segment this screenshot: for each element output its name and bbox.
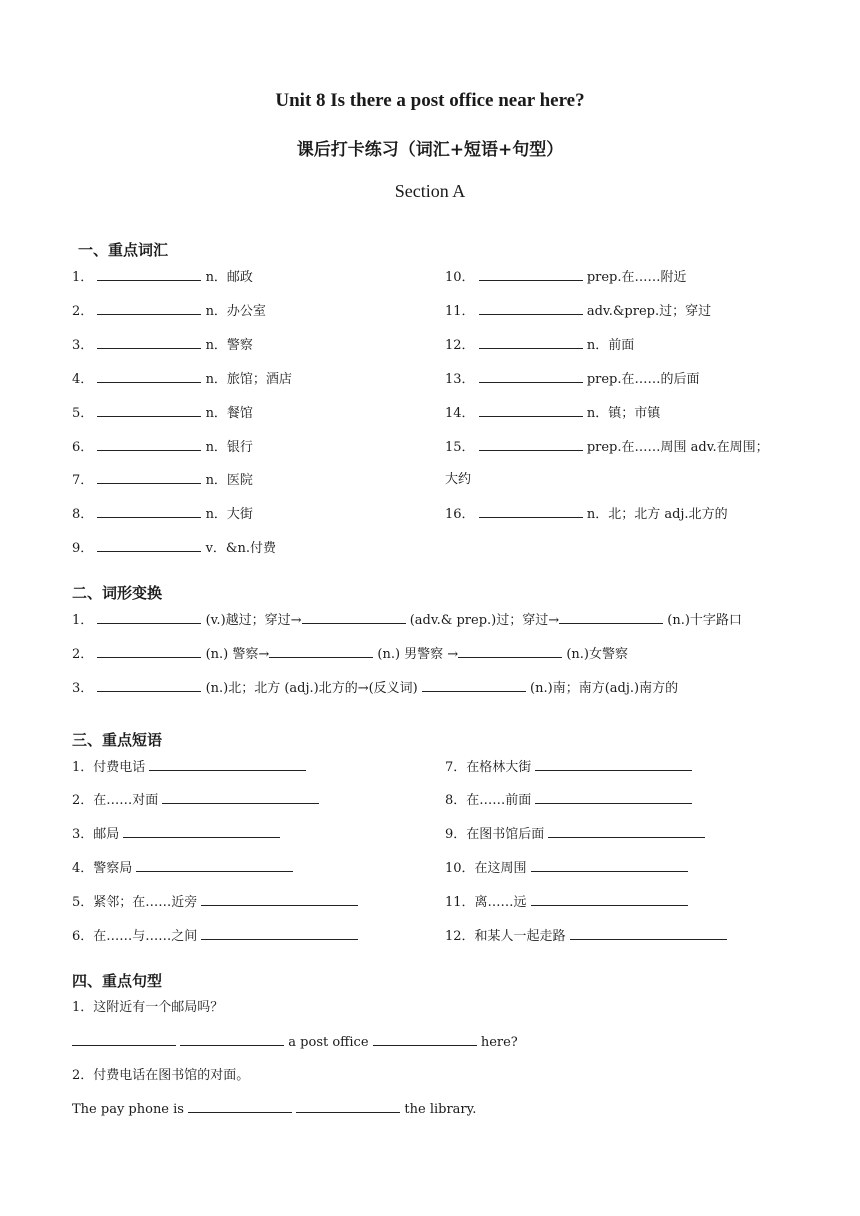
phrase-item: 2．在……对面 <box>72 790 319 811</box>
section-label: Section A <box>394 181 466 201</box>
answer-blank[interactable] <box>479 335 583 349</box>
word-form-row: 3． (n.)北；北方 (adj.)北方的→(反义词) (n.)南；南方(adj.)南方的 <box>72 678 678 699</box>
answer-blank[interactable] <box>479 437 583 451</box>
answer-blank[interactable] <box>123 824 280 838</box>
phrase-item: 9．在图书馆后面 <box>445 824 705 845</box>
answer-blank[interactable] <box>531 858 688 872</box>
vocab-item: 1． n．邮政 <box>72 267 253 288</box>
sentence-prompt: 2．付费电话在图书馆的对面。 <box>72 1068 250 1083</box>
vocab-item: 16． n．北；北方 adj.北方的 <box>445 504 728 525</box>
answer-blank[interactable] <box>97 301 201 315</box>
answer-blank[interactable] <box>201 926 358 940</box>
vocab-item: 10． prep.在……附近 <box>445 267 687 288</box>
answer-blank[interactable] <box>296 1099 400 1113</box>
answer-blank[interactable] <box>97 610 201 624</box>
answer-blank[interactable] <box>97 369 201 383</box>
word-form-row: 1． (v.)越过；穿过→ (adv.& prep.)过；穿过→ (n.)十字路口 <box>72 610 742 631</box>
vocab-item: 6． n．银行 <box>72 437 253 458</box>
vocab-item: 15． prep.在……周围 adv.在周围； <box>445 437 769 458</box>
vocab-item: 7． n．医院 <box>72 470 253 491</box>
answer-blank[interactable] <box>97 437 201 451</box>
sentence-answer: a post office here? <box>72 1032 518 1053</box>
phrase-item: 1．付费电话 <box>72 757 306 778</box>
sentence-prompt: 1．这附近有一个邮局吗？ <box>72 1000 224 1015</box>
answer-blank[interactable] <box>97 335 201 349</box>
answer-blank[interactable] <box>535 757 692 771</box>
vocab-item: 4． n．旅馆；酒店 <box>72 369 292 390</box>
phrase-item: 8．在……前面 <box>445 790 692 811</box>
part4-heading: 四、重点句型 <box>72 972 163 990</box>
page-subtitle: 课后打卡练习（词汇+短语+句型） <box>296 140 564 160</box>
answer-blank[interactable] <box>479 504 583 518</box>
answer-blank[interactable] <box>373 1032 477 1046</box>
answer-blank[interactable] <box>269 644 373 658</box>
answer-blank[interactable] <box>570 926 727 940</box>
answer-blank[interactable] <box>97 538 201 552</box>
answer-blank[interactable] <box>201 892 358 906</box>
vocab-item: 9． v．&n.付费 <box>72 538 276 559</box>
answer-blank[interactable] <box>559 610 663 624</box>
vocab-item: 2． n．办公室 <box>72 301 266 322</box>
answer-blank[interactable] <box>72 1032 176 1046</box>
vocab-item: 3． n．警察 <box>72 335 253 356</box>
part2-heading: 二、词形变换 <box>72 584 163 602</box>
vocab-item-continued: 大约 <box>445 472 472 487</box>
vocab-item: 8． n．大街 <box>72 504 253 525</box>
answer-blank[interactable] <box>548 824 705 838</box>
phrase-item: 12．和某人一起走路 <box>445 926 727 947</box>
page-title: Unit 8 Is there a post office near here? <box>275 90 585 111</box>
part1-heading: 一、重点词汇 <box>78 241 169 259</box>
phrase-item: 3．邮局 <box>72 824 280 845</box>
part3-heading: 三、重点短语 <box>72 731 163 749</box>
answer-blank[interactable] <box>97 267 201 281</box>
answer-blank[interactable] <box>302 610 406 624</box>
answer-blank[interactable] <box>180 1032 284 1046</box>
phrase-item: 5．紧邻；在……近旁 <box>72 892 358 913</box>
answer-blank[interactable] <box>531 892 688 906</box>
phrase-item: 7．在格林大街 <box>445 757 692 778</box>
answer-blank[interactable] <box>162 790 319 804</box>
vocab-item: 12． n．前面 <box>445 335 634 356</box>
phrase-item: 11．离……远 <box>445 892 688 913</box>
answer-blank[interactable] <box>97 504 201 518</box>
answer-blank[interactable] <box>422 678 526 692</box>
vocab-item: 14． n．镇；市镇 <box>445 403 660 424</box>
answer-blank[interactable] <box>97 470 201 484</box>
answer-blank[interactable] <box>479 301 583 315</box>
answer-blank[interactable] <box>458 644 562 658</box>
answer-blank[interactable] <box>136 858 293 872</box>
vocab-item: 11． adv.&prep.过；穿过 <box>445 301 711 322</box>
phrase-item: 4．警察局 <box>72 858 293 879</box>
vocab-item: 13． prep.在……的后面 <box>445 369 700 390</box>
vocab-item: 5． n．餐馆 <box>72 403 253 424</box>
answer-blank[interactable] <box>535 790 692 804</box>
sentence-answer: The pay phone is the library. <box>72 1099 476 1120</box>
phrase-item: 10．在这周围 <box>445 858 688 879</box>
answer-blank[interactable] <box>479 403 583 417</box>
word-form-row: 2． (n.) 警察→ (n.) 男警察 → (n.)女警察 <box>72 644 628 665</box>
answer-blank[interactable] <box>97 644 201 658</box>
answer-blank[interactable] <box>479 369 583 383</box>
answer-blank[interactable] <box>479 267 583 281</box>
answer-blank[interactable] <box>97 678 201 692</box>
answer-blank[interactable] <box>188 1099 292 1113</box>
answer-blank[interactable] <box>149 757 306 771</box>
phrase-item: 6．在……与……之间 <box>72 926 358 947</box>
answer-blank[interactable] <box>97 403 201 417</box>
